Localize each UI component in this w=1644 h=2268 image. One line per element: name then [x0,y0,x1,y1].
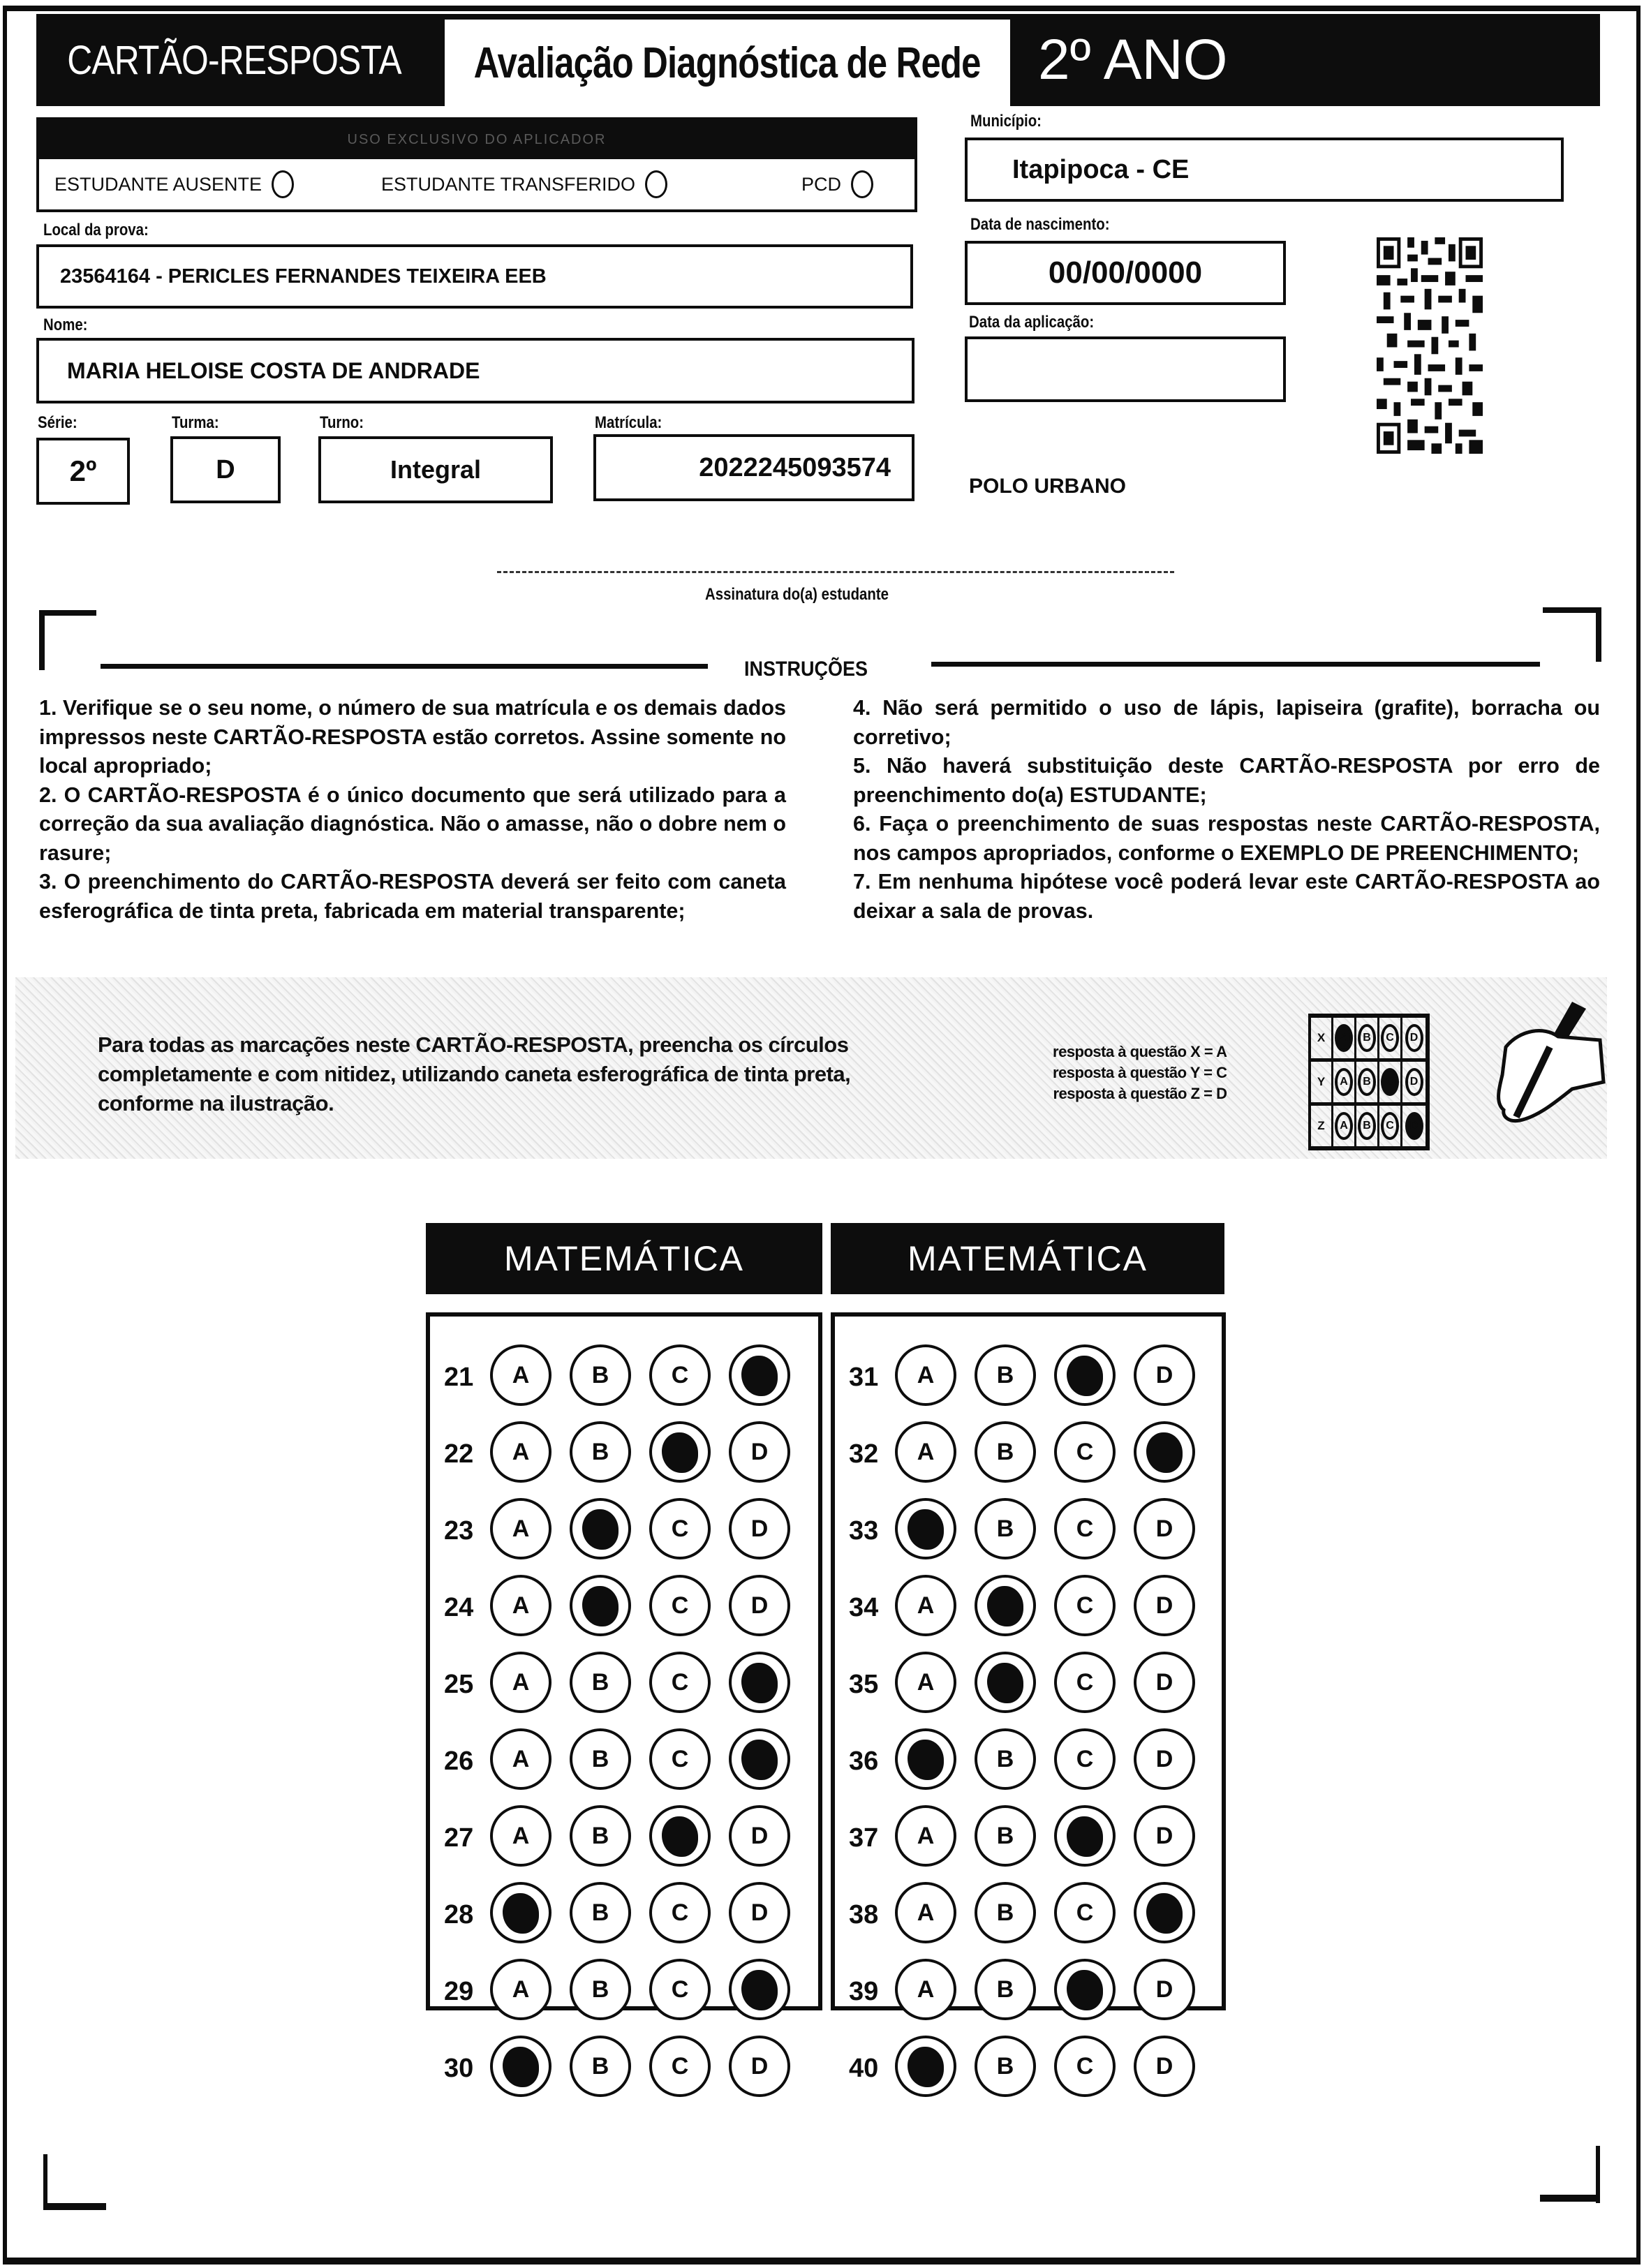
question-row [430,1882,818,1945]
nome-value: MARIA HELOISE COSTA DE ANDRADE [67,357,480,383]
instruction-item: 4. Não será permitido o uso de lápis, lapiseira (grafite), borracha ou corretivo; [853,696,1600,749]
answer-bubble-filled[interactable] [895,1728,956,1790]
municipio-value: Itapipoca - CE [1012,154,1190,184]
answer-bubble[interactable] [1134,1728,1195,1790]
answer-bubble-filled[interactable] [975,1652,1036,1713]
answer-bubble[interactable] [895,1652,956,1713]
instructions-title: INSTRUÇÕES [744,658,868,681]
question-number: 32 [849,1439,879,1469]
serie-field [36,438,130,505]
question-number: 29 [444,1977,474,2006]
answer-bubble-filled[interactable] [729,1728,790,1790]
example-row [1311,1062,1425,1106]
subject-header-2: MATEMÁTICA [831,1223,1224,1294]
corner-mark-bottom-left [43,2203,106,2210]
answer-bubble[interactable] [570,1882,631,1943]
applicator-banner: USO EXCLUSIVO DO APLICADOR [39,120,914,159]
question-row [835,1882,1222,1945]
bubble-letter: B [591,2052,609,2080]
data-aplicacao-field[interactable] [965,336,1286,402]
answer-bubble[interactable] [729,1421,790,1483]
bubble-letter: D [750,1592,769,1619]
bubble-letter: C [671,1592,689,1619]
answer-bubble[interactable] [895,1575,956,1636]
local-prova-label: Local da prova: [43,221,149,239]
question-number: 26 [444,1747,474,1776]
question-number: 40 [849,2054,879,2083]
bubble-letter: C [671,1745,689,1772]
question-number: 28 [444,1900,474,1929]
answer-bubble[interactable] [649,1728,711,1790]
answer-bubble-filled[interactable] [1134,1882,1195,1943]
question-number: 22 [444,1439,474,1469]
answer-bubble-filled[interactable] [649,1421,711,1483]
bubble-letter: A [917,1668,935,1696]
turno-value: Integral [390,455,482,484]
answer-bubble[interactable] [975,2036,1036,2097]
option-estudante-transferido[interactable] [381,170,801,198]
corner-mark-bottom-left [43,2154,47,2210]
question-number: 39 [849,1977,879,2006]
bubble-letter: C [671,1361,689,1388]
question-row [835,1652,1222,1714]
bubble-letter: C [671,2052,689,2080]
question-row [430,2036,818,2098]
answer-bubble[interactable] [975,1959,1036,2020]
answer-bubble-filled[interactable] [1134,1421,1195,1483]
example-question-label: Y [1311,1062,1333,1102]
example-bubble: C [1381,1024,1399,1052]
local-prova-value: 23564164 - PERICLES FERNANDES TEIXEIRA EEB [60,265,547,288]
example-row [1311,1018,1425,1062]
applicator-box [36,117,917,212]
bubble-letter: C [1076,1438,1094,1465]
answer-bubble[interactable] [1054,1498,1116,1559]
question-row [835,1728,1222,1791]
answer-bubble[interactable] [490,1959,551,2020]
corner-mark-top-right [1596,607,1601,662]
question-number: 24 [444,1593,474,1622]
legend-line: resposta à questão Z = D [1053,1085,1227,1102]
question-number: 27 [444,1823,474,1853]
answer-bubble[interactable] [570,1421,631,1483]
instruction-item: 1. Verifique se o seu nome, o número de sua matrícula e os demais dados impressos neste CARTÃO-RESPOSTA estão corretos. Assine somente no local apropriado; [39,696,786,778]
turno-label: Turno: [320,413,364,432]
bubble-letter: B [996,2052,1014,2080]
answer-bubble[interactable] [729,2036,790,2097]
bubble-letter: A [512,1438,530,1465]
bubble-letter: A [917,1438,935,1465]
bubble-letter: C [671,1899,689,1926]
data-aplicacao-label: Data da aplicação: [969,313,1095,332]
signature-line[interactable] [497,571,1174,573]
answer-bubble[interactable] [895,1421,956,1483]
data-nascimento-label: Data de nascimento: [970,215,1110,234]
instructions-right-column [853,694,1600,926]
bubble-letter: B [591,1361,609,1388]
answer-bubble[interactable] [1054,2036,1116,2097]
example-bubble: D [1405,1024,1423,1052]
answer-bubble[interactable] [1134,1959,1195,2020]
question-row [430,1498,818,1561]
radio-circle-icon[interactable] [272,170,294,198]
answer-bubble[interactable] [1134,1805,1195,1867]
answer-bubble[interactable] [975,1882,1036,1943]
answer-grid-1 [426,1312,822,2083]
polo-label: POLO URBANO [969,475,1126,498]
question-row [430,1652,818,1714]
answer-bubble-filled[interactable] [570,1575,631,1636]
hand-pen-icon [1488,998,1614,1138]
bubble-letter: D [1155,1822,1173,1849]
example-legend [1053,1042,1227,1104]
bubble-letter: B [591,1976,609,2003]
answer-bubble[interactable] [975,1421,1036,1483]
question-row [430,1344,818,1407]
instruction-item: 3. O preenchimento do CARTÃO-RESPOSTA deverá ser feito com caneta esferográfica de tinta preta, fabricada em material transparente; [39,870,786,923]
answer-bubble[interactable] [975,1728,1036,1790]
bubble-letter: D [750,1438,769,1465]
question-row [835,1421,1222,1484]
example-bubble: B [1358,1068,1376,1096]
answer-bubble-filled[interactable] [490,2036,551,2097]
answer-bubble-filled[interactable] [649,1805,711,1867]
bubble-letter: B [996,1438,1014,1465]
answer-bubble[interactable] [649,1498,711,1559]
option-label: ESTUDANTE AUSENTE [54,173,262,195]
bubble-letter: B [996,1976,1014,2003]
example-question-label: X [1311,1018,1333,1058]
option-pcd[interactable] [801,170,873,198]
bubble-letter: D [750,1515,769,1542]
bubble-letter: A [512,1515,530,1542]
question-row [835,1805,1222,1868]
corner-mark-top-right [1543,607,1601,613]
bubble-letter: C [1076,1668,1094,1696]
instructions-rule-right [931,662,1540,667]
example-grid [1308,1014,1430,1150]
bubble-letter: C [1076,1592,1094,1619]
bubble-letter: B [591,1745,609,1772]
bubble-letter: D [1155,1515,1173,1542]
answer-bubble-filled[interactable] [1054,1959,1116,2020]
bubble-letter: C [671,1515,689,1542]
answer-grid-2 [831,1312,1226,2083]
answer-bubble[interactable] [1134,1498,1195,1559]
bubble-letter: C [671,1976,689,2003]
example-bubble: B [1358,1024,1376,1052]
corner-mark-top-left [39,610,96,616]
question-number: 36 [849,1747,879,1776]
question-number: 23 [444,1516,474,1546]
answer-bubble[interactable] [895,1882,956,1943]
example-bubble: A [1335,1112,1353,1140]
bubble-letter: A [512,1822,530,1849]
bubble-letter: B [996,1745,1014,1772]
question-row [835,2036,1222,2098]
radio-circle-icon[interactable] [645,170,667,198]
example-bubble: D [1405,1068,1423,1096]
question-number: 31 [849,1363,879,1392]
legend-line: resposta à questão X = A [1053,1043,1227,1060]
grade-label: 2º ANO [1038,28,1228,91]
bubble-letter: C [671,1668,689,1696]
answer-bubble[interactable] [895,1959,956,2020]
local-prova-field [36,244,913,309]
instruction-item: 2. O CARTÃO-RESPOSTA é o único documento que será utilizado para a correção da sua avaliação diagnóstica. Não o amasse, não o dobre nem o rasure; [39,783,786,865]
answer-bubble-filled[interactable] [729,1344,790,1406]
answer-bubble[interactable] [570,1344,631,1406]
answer-bubble[interactable] [490,1652,551,1713]
answer-bubble[interactable] [490,1575,551,1636]
answer-bubble-filled[interactable] [975,1575,1036,1636]
question-row [430,1805,818,1868]
option-label: ESTUDANTE TRANSFERIDO [381,173,636,195]
bubble-letter: A [917,1822,935,1849]
question-row [835,1344,1222,1407]
answer-bubble[interactable] [1054,1728,1116,1790]
answer-bubble-filled[interactable] [895,1498,956,1559]
answer-bubble[interactable] [490,1421,551,1483]
assessment-title: Avaliação Diagnóstica de Rede [474,38,981,87]
answer-bubble[interactable] [1134,1652,1195,1713]
bubble-letter: D [1155,2052,1173,2080]
answer-bubble[interactable] [570,1805,631,1867]
bubble-letter: B [591,1899,609,1926]
bubble-letter: C [1076,1515,1094,1542]
qr-code-icon [1377,237,1483,454]
bubble-letter: D [1155,1976,1173,2003]
example-band [15,977,1607,1159]
bubble-letter: D [750,2052,769,2080]
answer-bubble[interactable] [895,1344,956,1406]
bubble-letter: D [1155,1592,1173,1619]
question-row [430,1728,818,1791]
bubble-letter: D [750,1822,769,1849]
answer-bubble[interactable] [895,1805,956,1867]
answer-bubble[interactable] [570,1652,631,1713]
bubble-letter: A [512,1361,530,1388]
turma-field [170,436,281,503]
instruction-item: 6. Faça o preenchimento de suas respostas neste CARTÃO-RESPOSTA, nos campos apropriados, conforme o EXEMPLO DE PREENCHIMENTO; [853,812,1600,865]
bubble-letter: B [996,1361,1014,1388]
question-number: 33 [849,1516,879,1546]
answer-bubble-filled[interactable] [895,2036,956,2097]
answer-bubble[interactable] [570,1959,631,2020]
bubble-letter: A [512,1745,530,1772]
answer-bubble[interactable] [975,1498,1036,1559]
nome-field [36,338,914,403]
answer-bubble[interactable] [1054,1882,1116,1943]
nome-label: Nome: [43,316,88,334]
answer-bubble[interactable] [1054,1575,1116,1636]
answer-bubble[interactable] [649,1575,711,1636]
question-row [835,1575,1222,1638]
question-number: 30 [444,2054,474,2083]
question-number: 25 [444,1670,474,1699]
answer-bubble[interactable] [729,1498,790,1559]
answer-bubble[interactable] [570,1728,631,1790]
answer-bubble[interactable] [729,1805,790,1867]
assessment-title-box [445,20,1010,106]
bubble-letter: A [917,1592,935,1619]
serie-value: 2º [69,454,97,487]
turma-label: Turma: [172,413,219,432]
answer-bubble[interactable] [570,2036,631,2097]
answer-bubble[interactable] [975,1805,1036,1867]
example-bubble-filled: D [1405,1112,1423,1140]
bubble-letter: A [512,1668,530,1696]
municipio-field [965,138,1564,202]
question-row [430,1575,818,1638]
turma-value: D [216,454,235,484]
instruction-item: 7. Em nenhuma hipótese você poderá levar este CARTÃO-RESPOSTA ao deixar a sala de provas. [853,870,1600,923]
bubble-letter: C [1076,2052,1094,2080]
answer-bubble-filled[interactable] [729,1652,790,1713]
answer-bubble-filled[interactable] [570,1498,631,1559]
bubble-letter: C [1076,1899,1094,1926]
answer-bubble-filled[interactable] [1054,1344,1116,1406]
answer-bubble[interactable] [1134,1344,1195,1406]
question-number: 38 [849,1900,879,1929]
example-bubble-filled: A [1335,1024,1353,1052]
answer-bubble[interactable] [729,1882,790,1943]
turno-field [318,436,553,503]
bubble-letter: D [1155,1745,1173,1772]
instructions-left-column [39,694,786,926]
municipio-label: Município: [970,112,1042,131]
header-banner [36,14,1600,106]
question-number: 21 [444,1363,474,1392]
data-nascimento-value: 00/00/0000 [1048,255,1203,290]
answer-bubble[interactable] [1054,1421,1116,1483]
bubble-letter: D [750,1899,769,1926]
answer-bubble[interactable] [649,1344,711,1406]
answer-bubble[interactable] [1054,1652,1116,1713]
bubble-letter: A [512,1976,530,2003]
matricula-label: Matrícula: [595,413,662,432]
bubble-letter: B [591,1438,609,1465]
bubble-letter: D [1155,1361,1173,1388]
question-row [835,1498,1222,1561]
answer-bubble[interactable] [975,1344,1036,1406]
radio-circle-icon[interactable] [851,170,873,198]
signature-label: Assinatura do(a) estudante [705,585,889,604]
bubble-letter: A [917,1361,935,1388]
card-label: CARTÃO-RESPOSTA [67,37,401,83]
answer-bubble[interactable] [649,1652,711,1713]
question-number: 37 [849,1823,879,1853]
bubble-letter: B [591,1822,609,1849]
example-bubble: B [1358,1112,1376,1140]
answer-bubble[interactable] [490,1498,551,1559]
bubble-letter: B [591,1668,609,1696]
option-label: PCD [801,173,842,195]
subject-header-1: MATEMÁTICA [426,1223,822,1294]
answer-bubble[interactable] [490,1728,551,1790]
bubble-letter: A [917,1976,935,2003]
instruction-item: 5. Não haverá substituição deste CARTÃO-RESPOSTA por erro de preenchimento do(a) ESTUDANTE; [853,754,1600,807]
example-bubble: C [1381,1112,1399,1140]
question-row [430,1421,818,1484]
answer-bubble[interactable] [649,1882,711,1943]
question-number: 34 [849,1593,879,1622]
bubble-letter: B [996,1899,1014,1926]
example-row [1311,1106,1425,1146]
bubble-letter: D [1155,1668,1173,1696]
bubble-letter: B [996,1822,1014,1849]
answer-bubble[interactable] [490,1805,551,1867]
answer-bubble-filled[interactable] [490,1882,551,1943]
option-estudante-ausente[interactable] [54,170,381,198]
bubble-letter: A [917,1899,935,1926]
example-bubble-filled: C [1381,1068,1399,1096]
answer-bubble[interactable] [1134,2036,1195,2097]
question-row [430,1959,818,2022]
question-row [835,1959,1222,2022]
answer-bubble[interactable] [490,1344,551,1406]
corner-mark-top-left [39,610,45,670]
example-question-label: Z [1311,1106,1333,1146]
matricula-field [593,434,914,501]
corner-mark-bottom-right [1540,2195,1600,2202]
answer-bubble[interactable] [649,2036,711,2097]
matricula-value: 2022245093574 [699,452,891,482]
data-nascimento-field [965,241,1286,305]
serie-label: Série: [38,413,77,432]
bubble-letter: B [996,1515,1014,1542]
example-bubble: A [1335,1068,1353,1096]
answer-bubble-filled[interactable] [729,1959,790,2020]
instructions-rule-left [101,664,708,669]
bubble-letter: C [1076,1745,1094,1772]
legend-line: resposta à questão Y = C [1053,1064,1227,1081]
answer-bubble[interactable] [729,1575,790,1636]
bubble-letter: A [512,1592,530,1619]
answer-bubble[interactable] [649,1959,711,2020]
question-number: 35 [849,1670,879,1699]
answer-bubble[interactable] [1134,1575,1195,1636]
answer-bubble-filled[interactable] [1054,1805,1116,1867]
example-text: Para todas as marcações neste CARTÃO-RESPOSTA, preencha os círculos completamente e com nitidez, utilizando caneta esferográfica de tinta preta, conforme na ilustração. [98,1032,851,1116]
